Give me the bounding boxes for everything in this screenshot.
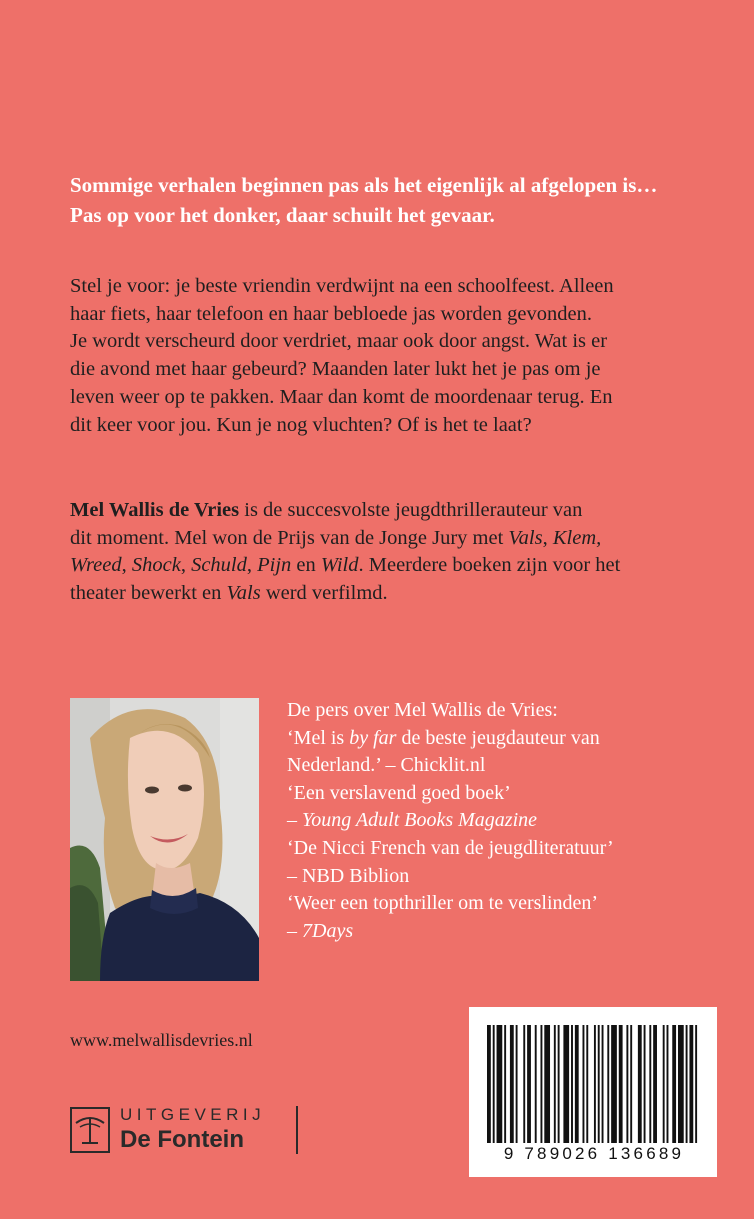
barcode-bar — [497, 1025, 503, 1143]
barcode — [469, 1007, 717, 1177]
barcode-bar — [644, 1025, 646, 1143]
barcode-bar — [594, 1025, 596, 1143]
author-bio-line: dit moment. Mel won de Prijs van de Jonge Jury met Vals, Klem, — [70, 526, 602, 549]
publisher-divider — [296, 1106, 298, 1154]
blurb-line: haar fiets, haar telefoon en haar bebloede jas worden gevonden. — [70, 302, 592, 325]
barcode-bar — [630, 1025, 632, 1143]
tagline-line-1: Sommige verhalen beginnen pas als het eigenlijk al afgelopen is… — [70, 173, 658, 197]
barcode-bar — [571, 1025, 573, 1143]
press-heading: De pers over Mel Wallis de Vries: — [287, 699, 558, 721]
press-quote-source: – NBD Biblion — [287, 864, 410, 887]
barcode-bar — [695, 1025, 697, 1143]
barcode-bar — [649, 1025, 651, 1143]
press-quote: ‘Een verslavend goed boek’ — [287, 781, 511, 804]
author-bio — [70, 497, 710, 608]
book-title: Pijn — [257, 554, 292, 577]
publisher-line-1: UITGEVERIJ — [120, 1105, 266, 1124]
author-photo — [70, 698, 259, 981]
barcode-bar — [689, 1025, 693, 1143]
blurb-line: leven weer op te pakken. Maar dan komt de moordenaar terug. En — [70, 385, 613, 408]
barcode-bar — [510, 1025, 514, 1143]
barcode-bar — [667, 1025, 669, 1143]
barcode-bar — [575, 1025, 579, 1143]
barcode-bar — [663, 1025, 665, 1143]
barcode-bar — [563, 1025, 569, 1143]
blurb-line: dit keer voor jou. Kun je nog vluchten? Of is het te laat? — [70, 413, 532, 436]
author-bio-line: theater bewerkt en Vals werd verfilmd. — [70, 582, 388, 605]
press-quote-source: – 7Days — [287, 919, 354, 942]
barcode-bar — [586, 1025, 588, 1143]
book-title: Vals — [508, 526, 543, 549]
press-quote: ‘Mel is by far de beste jeugdauteur van — [287, 726, 600, 749]
press-quotes — [287, 697, 727, 945]
barcode-bar — [607, 1025, 609, 1143]
book-title: Vals — [226, 582, 261, 605]
author-name: Mel Wallis de Vries — [70, 499, 240, 521]
book-title: Shock — [131, 554, 181, 577]
barcode-bar — [504, 1025, 506, 1143]
book-title: Wild — [320, 554, 359, 577]
publisher-line-2: De Fontein — [120, 1126, 244, 1153]
barcode-bar — [686, 1025, 688, 1143]
barcode-bar — [540, 1025, 542, 1143]
barcode-bar — [598, 1025, 600, 1143]
barcode-bar — [602, 1025, 604, 1143]
barcode-bar — [619, 1025, 623, 1143]
barcode-bar — [544, 1025, 550, 1143]
barcode-bar — [611, 1025, 617, 1143]
barcode-bar — [638, 1025, 642, 1143]
author-bio-line: Mel Wallis de Vries is de succesvolste jeugdthrillerauteur van — [70, 499, 583, 521]
book-title: Wreed — [70, 554, 122, 577]
barcode-bar — [554, 1025, 556, 1143]
press-quote: ‘Weer een topthriller om te verslinden’ — [287, 892, 599, 915]
tagline — [70, 170, 710, 230]
website-url: www.melwallisdevries.nl — [70, 1030, 253, 1050]
barcode-bar — [493, 1025, 495, 1143]
isbn-number: 9 789026 136689 — [503, 1144, 685, 1163]
book-title: Klem, — [552, 526, 602, 549]
barcode-bar — [527, 1025, 531, 1143]
blurb-line: die avond met haar gebeurd? Maanden later lukt het je pas om je — [70, 358, 601, 381]
publisher-wordmark — [120, 1104, 265, 1154]
press-quote-source: Nederland.’ – Chicklit.nl — [287, 754, 486, 777]
barcode-bar — [653, 1025, 657, 1143]
publisher-logo — [70, 1104, 310, 1156]
barcode-bar — [535, 1025, 537, 1143]
publisher-emblem-icon — [70, 1107, 110, 1153]
barcode-bar — [672, 1025, 676, 1143]
author-bio-line: Wreed, Shock, Schuld, Pijn en Wild. Meerdere boeken zijn voor het — [70, 554, 621, 577]
tagline-line-2: Pas op voor het donker, daar schuilt het gevaar. — [70, 203, 495, 227]
barcode-bar — [558, 1025, 560, 1143]
blurb-line: Je wordt verscheurd door verdriet, maar ook door angst. Wat is er — [70, 330, 608, 353]
press-quote-source: – Young Adult Books Magazine — [287, 809, 538, 832]
barcode-bars — [487, 1025, 699, 1143]
press-quote: ‘De Nicci French van de jeugdliteratuur’ — [287, 836, 614, 859]
blurb-line: Stel je voor: je beste vriendin verdwijnt na een schoolfeest. Alleen — [70, 275, 614, 297]
barcode-bar — [626, 1025, 628, 1143]
book-title: Schuld — [191, 554, 247, 577]
barcode-bar — [516, 1025, 518, 1143]
blurb-paragraph — [70, 273, 710, 439]
barcode-bar — [678, 1025, 684, 1143]
author-portrait-illustration — [70, 698, 259, 981]
barcode-bar — [583, 1025, 585, 1143]
barcode-bar — [523, 1025, 525, 1143]
barcode-bar — [487, 1025, 491, 1143]
